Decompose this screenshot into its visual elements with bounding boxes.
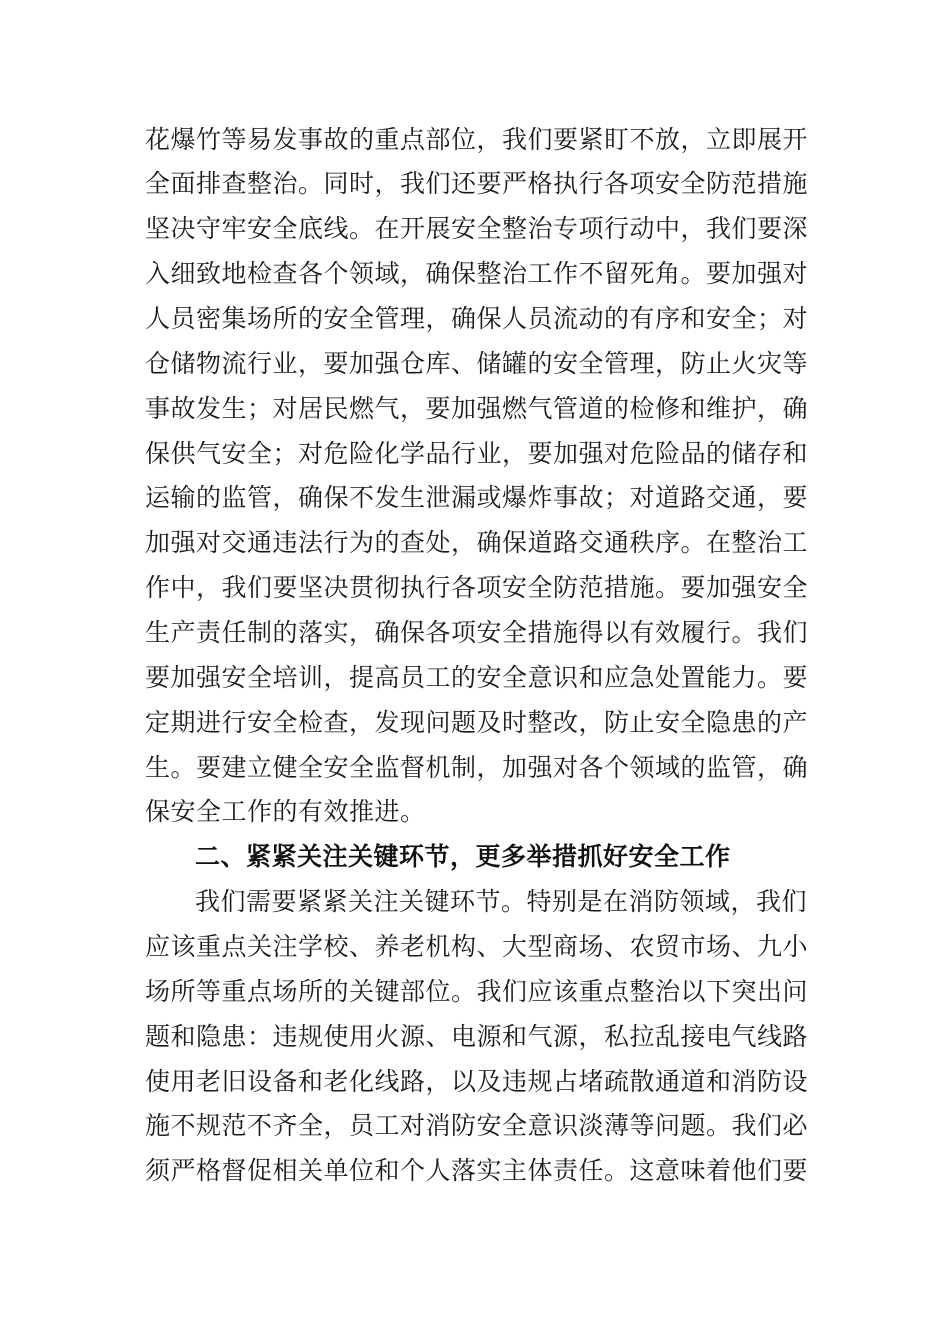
- paragraph-2-line-7: 须严格督促相关单位和个人落实主体责任。这意味着他们要: [145, 1156, 809, 1185]
- paragraph-1-line-15: 生。要建立健全安全监督机制，加强对各个领域的监管，确: [145, 753, 809, 782]
- paragraph-1-line-11: 作中，我们要坚决贯彻执行各项安全防范措施。要加强安全: [145, 573, 809, 602]
- paragraph-1-line-2: 全面排查整治。同时，我们还要严格执行各项安全防范措施: [145, 169, 809, 198]
- paragraph-1-line-12: 生产责任制的落实，确保各项安全措施得以有效履行。我们: [145, 618, 809, 647]
- paragraph-1-line-3: 坚决守牢安全底线。在开展安全整治专项行动中，我们要深: [145, 214, 809, 243]
- paragraph-2-line-2: 应该重点关注学校、养老机构、大型商场、农贸市场、九小: [145, 932, 809, 961]
- paragraph-1-line-14: 定期进行安全检查，发现问题及时整改，防止安全隐患的产: [145, 708, 809, 737]
- paragraph-1-line-9: 运输的监管，确保不发生泄漏或爆炸事故；对道路交通，要: [145, 483, 809, 512]
- paragraph-1-line-5: 人员密集场所的安全管理，确保人员流动的有序和安全；对: [145, 304, 809, 333]
- paragraph-2-line-4: 题和隐患：违规使用火源、电源和气源，私拉乱接电气线路: [145, 1022, 809, 1051]
- paragraph-2-line-3: 场所等重点场所的关键部位。我们应该重点整治以下突出问: [145, 977, 809, 1006]
- paragraph-1-line-1: 花爆竹等易发事故的重点部位，我们要紧盯不放，立即展开: [145, 125, 809, 154]
- paragraph-1-line-16: 保安全工作的有效推进。: [145, 797, 426, 826]
- paragraph-1-line-6: 仓储物流行业，要加强仓库、储罐的安全管理，防止火灾等: [145, 349, 809, 378]
- paragraph-1-line-7: 事故发生；对居民燃气，要加强燃气管道的检修和维护，确: [145, 394, 809, 423]
- paragraph-1-line-8: 保供气安全；对危险化学品行业，要加强对危险品的储存和: [145, 439, 809, 468]
- paragraph-1-line-10: 加强对交通违法行为的查处，确保道路交通秩序。在整治工: [145, 528, 809, 557]
- paragraph-2-line-5: 使用老旧设备和老化线路，以及违规占堵疏散通道和消防设: [145, 1067, 809, 1096]
- paragraph-2-line-6: 施不规范不齐全，员工对消防安全意识淡薄等问题。我们必: [145, 1111, 809, 1140]
- paragraph-1-line-4: 入细致地检查各个领域，确保整治工作不留死角。要加强对: [145, 259, 809, 288]
- paragraph-2-line-1: 我们需要紧紧关注关键环节。特别是在消防领域，我们: [195, 887, 808, 916]
- section-2-heading: 二、紧紧关注关键环节，更多举措抓好安全工作: [195, 842, 731, 871]
- paragraph-1-line-13: 要加强安全培训，提高员工的安全意识和应急处置能力。要: [145, 663, 809, 692]
